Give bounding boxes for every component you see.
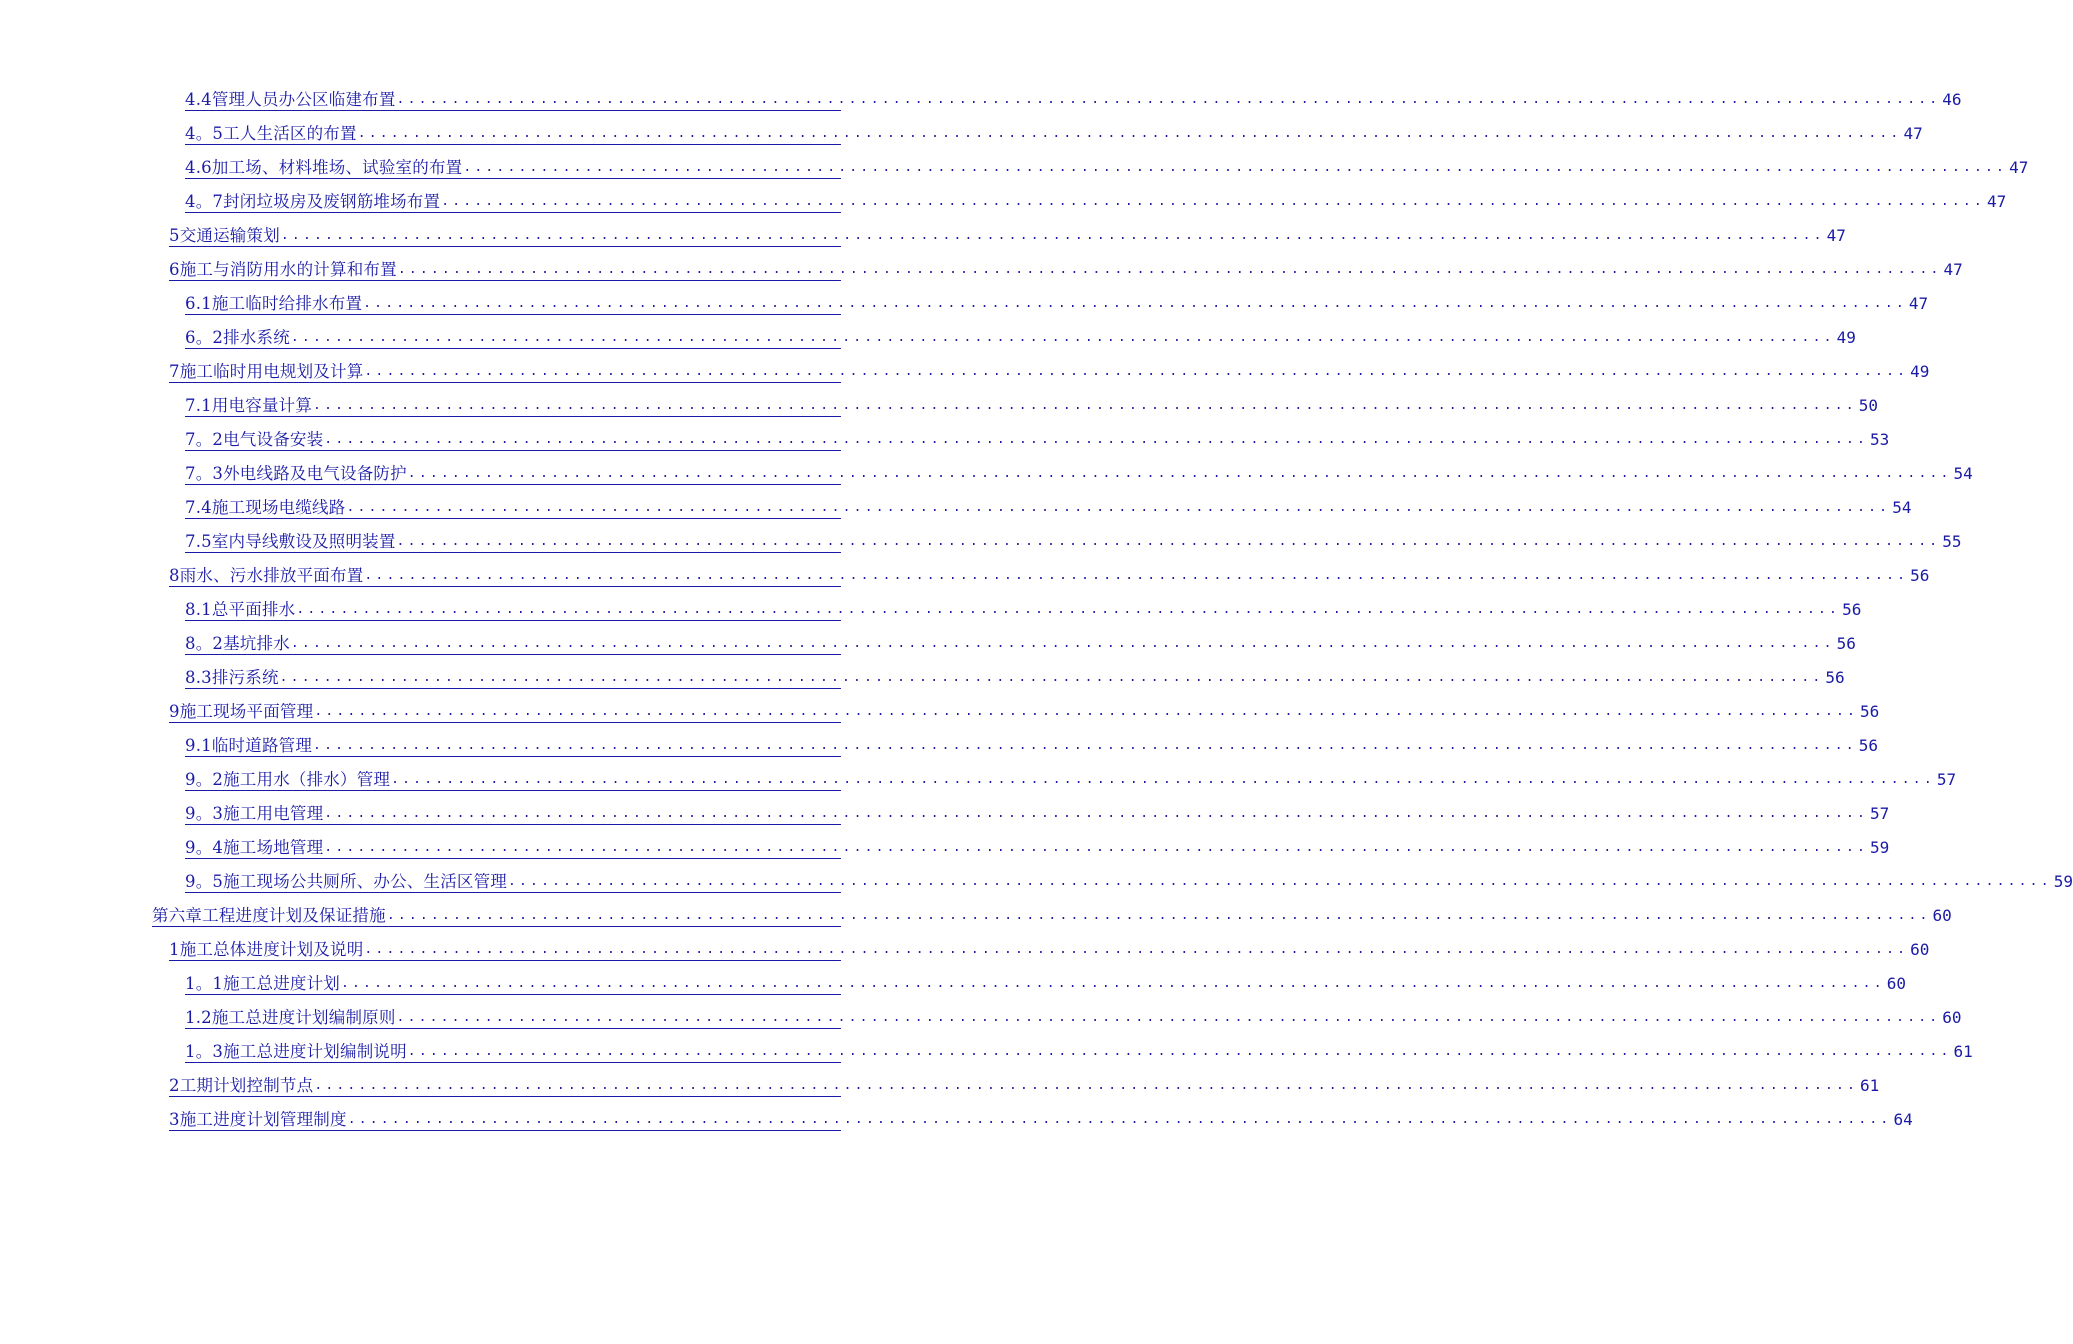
toc-entry[interactable] bbox=[0, 424, 1890, 458]
toc-dot-leader: ............................................................................................................................................ bbox=[279, 670, 1824, 685]
toc-entry-title: 8.1总平面排水 bbox=[185, 600, 296, 619]
toc-dot-leader: ............................................................................................................................................ bbox=[313, 398, 1857, 413]
toc-dot-leader: ............................................................................................................................................ bbox=[396, 92, 1941, 107]
toc-entry-title: 1。3施工总进度计划编制说明 bbox=[185, 1042, 407, 1061]
toc-entry[interactable] bbox=[0, 356, 1930, 390]
toc-entry-title: 3施工进度计划管理制度 bbox=[169, 1110, 347, 1129]
toc-entry[interactable] bbox=[0, 1070, 1880, 1104]
toc-entry[interactable] bbox=[0, 832, 1890, 866]
toc-entry-page-number: 60 bbox=[1910, 940, 1930, 959]
toc-dot-leader: ............................................................................................................................................ bbox=[407, 466, 1952, 481]
toc-entry-page-number: 47 bbox=[1826, 226, 1846, 245]
toc-entry[interactable] bbox=[0, 288, 1929, 322]
toc-entry[interactable] bbox=[0, 492, 1912, 526]
toc-dot-leader: ............................................................................................................................................ bbox=[386, 908, 1931, 923]
toc-dot-leader: ............................................................................................................................................ bbox=[324, 840, 1869, 855]
toc-entry-link[interactable] bbox=[185, 326, 1856, 349]
toc-entry[interactable] bbox=[0, 322, 1856, 356]
toc-entry-link[interactable] bbox=[169, 938, 1930, 961]
toc-dot-leader: ............................................................................................................................................ bbox=[296, 602, 1841, 617]
toc-entry-page-number: 59 bbox=[2053, 872, 2073, 891]
toc-entry[interactable] bbox=[0, 220, 1846, 254]
toc-dot-leader: ............................................................................................................................................ bbox=[463, 160, 2008, 175]
toc-entry-title: 5交通运输策划 bbox=[169, 226, 280, 245]
toc-entry[interactable] bbox=[0, 118, 1923, 152]
toc-entry-title: 6。2排水系统 bbox=[185, 328, 290, 347]
toc-entry[interactable] bbox=[0, 560, 1930, 594]
toc-entry-title: 4。7封闭垃圾房及废钢筋堆场布置 bbox=[185, 192, 441, 211]
toc-dot-leader: ............................................................................................................................................ bbox=[313, 738, 1857, 753]
toc-entry-title: 1。1施工总进度计划 bbox=[185, 974, 340, 993]
toc-dot-leader: ............................................................................................................................................ bbox=[364, 364, 1909, 379]
toc-entry-link[interactable] bbox=[152, 904, 1952, 927]
toc-entry-page-number: 47 bbox=[1908, 294, 1929, 313]
toc-dot-leader: ............................................................................................................................................ bbox=[324, 806, 1869, 821]
toc-dot-leader: ............................................................................................................................................ bbox=[290, 636, 1835, 651]
toc-entry-link[interactable] bbox=[185, 632, 1856, 655]
toc-entry-link[interactable] bbox=[185, 734, 1879, 757]
toc-entry[interactable] bbox=[0, 390, 1879, 424]
toc-entry-link[interactable] bbox=[185, 768, 1957, 791]
toc-dot-leader: ............................................................................................................................................ bbox=[314, 1078, 1859, 1093]
toc-entry[interactable] bbox=[0, 526, 1962, 560]
toc-entry-link[interactable] bbox=[185, 156, 2029, 179]
toc-entry-link[interactable] bbox=[169, 224, 1846, 247]
toc-entry[interactable] bbox=[0, 594, 1862, 628]
toc-entry-title: 9。5施工现场公共厕所、办公、生活区管理 bbox=[185, 872, 507, 891]
toc-entry-link[interactable] bbox=[185, 462, 1973, 485]
toc-entry-link[interactable] bbox=[185, 598, 1862, 621]
toc-entry[interactable] bbox=[0, 186, 2007, 220]
toc-dot-leader: ............................................................................................................................................ bbox=[346, 500, 1891, 515]
toc-entry-page-number: 57 bbox=[1936, 770, 1957, 789]
toc-entry-link[interactable] bbox=[169, 700, 1880, 723]
toc-entry-title: 6.1施工临时给排水布置 bbox=[185, 294, 363, 313]
toc-entry-page-number: 64 bbox=[1893, 1110, 1913, 1129]
toc-entry-page-number: 47 bbox=[2009, 158, 2029, 177]
toc-entry-link[interactable] bbox=[185, 666, 1845, 689]
toc-entry-link[interactable] bbox=[185, 122, 1923, 145]
toc-entry-title: 6施工与消防用水的计算和布置 bbox=[169, 260, 397, 279]
toc-entry-title: 4.4管理人员办公区临建布置 bbox=[185, 90, 396, 109]
toc-entry-page-number: 59 bbox=[1870, 838, 1890, 857]
toc-entry[interactable] bbox=[0, 152, 2029, 186]
toc-entry-link[interactable] bbox=[169, 1108, 1913, 1131]
toc-entry[interactable] bbox=[0, 900, 1952, 934]
toc-dot-leader: ............................................................................................................................................ bbox=[364, 942, 1909, 957]
toc-entry-link[interactable] bbox=[185, 836, 1890, 859]
toc-entry-link[interactable] bbox=[185, 1040, 1973, 1063]
toc-entry-title: 8雨水、污水排放平面布置 bbox=[169, 566, 364, 585]
toc-entry-page-number: 55 bbox=[1942, 532, 1962, 551]
toc-dot-leader: ............................................................................................................................................ bbox=[508, 874, 2052, 889]
toc-dot-leader: ............................................................................................................................................ bbox=[397, 262, 1942, 277]
toc-entry[interactable] bbox=[0, 934, 1930, 968]
toc-entry-title: 7。3外电线路及电气设备防护 bbox=[185, 464, 407, 483]
toc-entry[interactable] bbox=[0, 628, 1856, 662]
toc-entry-title: 9。4施工场地管理 bbox=[185, 838, 324, 857]
toc-entry[interactable] bbox=[0, 1036, 1973, 1070]
toc-entry-page-number: 50 bbox=[1858, 396, 1879, 415]
toc-entry-title: 2工期计划控制节点 bbox=[169, 1076, 314, 1095]
toc-entry-title: 9.1临时道路管理 bbox=[185, 736, 313, 755]
toc-entry-page-number: 49 bbox=[1836, 328, 1856, 347]
toc-dot-leader: ............................................................................................................................................ bbox=[347, 1112, 1892, 1127]
toc-dot-leader: ............................................................................................................................................ bbox=[324, 432, 1869, 447]
toc-entry-page-number: 56 bbox=[1825, 668, 1845, 687]
toc-entry-title: 7.1用电容量计算 bbox=[185, 396, 313, 415]
toc-entry[interactable] bbox=[0, 662, 1845, 696]
toc-entry[interactable] bbox=[0, 1104, 1913, 1138]
toc-entry-title: 7施工临时用电规划及计算 bbox=[169, 362, 364, 381]
toc-entry-page-number: 61 bbox=[1953, 1042, 1973, 1061]
toc-entry-title: 9。2施工用水（排水）管理 bbox=[185, 770, 391, 789]
toc-entry[interactable] bbox=[0, 968, 1906, 1002]
toc-entry-page-number: 49 bbox=[1910, 362, 1930, 381]
toc-entry-link[interactable] bbox=[185, 802, 1890, 825]
toc-dot-leader: ............................................................................................................................................ bbox=[391, 772, 1935, 787]
toc-dot-leader: ............................................................................................................................................ bbox=[364, 568, 1909, 583]
toc-entry-title: 7.4施工现场电缆线路 bbox=[185, 498, 346, 517]
toc-entry-title: 7.5室内导线敷设及照明装置 bbox=[185, 532, 396, 551]
toc-entry-link[interactable] bbox=[185, 530, 1962, 553]
toc-entry[interactable] bbox=[0, 866, 2073, 900]
toc-entry-page-number: 54 bbox=[1892, 498, 1912, 517]
toc-entry-page-number: 53 bbox=[1870, 430, 1890, 449]
toc-entry-link[interactable] bbox=[185, 292, 1929, 315]
toc-dot-leader: ............................................................................................................................................ bbox=[280, 228, 1825, 243]
toc-entry[interactable] bbox=[0, 764, 1957, 798]
toc-entry-link[interactable] bbox=[185, 870, 2073, 893]
toc-entry-link[interactable] bbox=[185, 428, 1890, 451]
toc-entry-link[interactable] bbox=[169, 258, 1963, 281]
toc-entry-link[interactable] bbox=[185, 972, 1906, 995]
toc-entry-page-number: 47 bbox=[1943, 260, 1963, 279]
toc-entry-title: 8.3排污系统 bbox=[185, 668, 279, 687]
toc-entry-page-number: 56 bbox=[1842, 600, 1862, 619]
table-of-contents bbox=[0, 84, 2073, 1138]
toc-entry-title: 8。2基坑排水 bbox=[185, 634, 290, 653]
toc-entry-title: 9施工现场平面管理 bbox=[169, 702, 314, 721]
toc-entry-link[interactable] bbox=[169, 564, 1930, 587]
toc-entry-title: 7。2电气设备安装 bbox=[185, 430, 324, 449]
toc-entry-title: 1施工总体进度计划及说明 bbox=[169, 940, 364, 959]
toc-entry-page-number: 56 bbox=[1910, 566, 1930, 585]
toc-entry[interactable] bbox=[0, 254, 1963, 288]
toc-entry-page-number: 60 bbox=[1932, 906, 1952, 925]
toc-entry-link[interactable] bbox=[169, 1074, 1880, 1097]
toc-entry-link[interactable] bbox=[185, 88, 1962, 111]
toc-entry-page-number: 47 bbox=[1903, 124, 1923, 143]
toc-entry-page-number: 60 bbox=[1942, 1008, 1962, 1027]
toc-entry-page-number: 57 bbox=[1870, 804, 1890, 823]
toc-entry-title: 第六章工程进度计划及保证措施 bbox=[152, 906, 386, 925]
toc-dot-leader: ............................................................................................................................................ bbox=[290, 330, 1835, 345]
toc-entry-page-number: 56 bbox=[1860, 702, 1880, 721]
toc-entry-page-number: 61 bbox=[1860, 1076, 1880, 1095]
toc-entry-page-number: 56 bbox=[1836, 634, 1856, 653]
toc-entry-page-number: 60 bbox=[1886, 974, 1906, 993]
toc-entry-title: 9。3施工用电管理 bbox=[185, 804, 324, 823]
toc-dot-leader: ............................................................................................................................................ bbox=[441, 194, 1985, 209]
toc-entry-link[interactable] bbox=[169, 360, 1930, 383]
toc-entry[interactable] bbox=[0, 1002, 1962, 1036]
toc-dot-leader: ............................................................................................................................................ bbox=[407, 1044, 1952, 1059]
toc-entry-title: 1.2施工总进度计划编制原则 bbox=[185, 1008, 396, 1027]
toc-entry-page-number: 46 bbox=[1942, 90, 1962, 109]
toc-entry-link[interactable] bbox=[185, 394, 1879, 417]
toc-entry-page-number: 54 bbox=[1953, 464, 1973, 483]
toc-dot-leader: ............................................................................................................................................ bbox=[341, 976, 1885, 991]
toc-entry-title: 4.6加工场、材料堆场、试验室的布置 bbox=[185, 158, 463, 177]
toc-entry[interactable] bbox=[0, 696, 1880, 730]
toc-dot-leader: ............................................................................................................................................ bbox=[396, 1010, 1941, 1025]
toc-entry-link[interactable] bbox=[185, 1006, 1962, 1029]
toc-entry-link[interactable] bbox=[185, 190, 2007, 213]
toc-dot-leader: ............................................................................................................................................ bbox=[314, 704, 1859, 719]
toc-entry[interactable] bbox=[0, 84, 1962, 118]
toc-entry-title: 4。5工人生活区的布置 bbox=[185, 124, 357, 143]
toc-entry[interactable] bbox=[0, 798, 1890, 832]
toc-entry-page-number: 47 bbox=[1986, 192, 2007, 211]
toc-entry-page-number: 56 bbox=[1858, 736, 1879, 755]
toc-entry-link[interactable] bbox=[185, 496, 1912, 519]
toc-entry[interactable] bbox=[0, 458, 1973, 492]
toc-dot-leader: ............................................................................................................................................ bbox=[396, 534, 1941, 549]
toc-entry[interactable] bbox=[0, 730, 1879, 764]
toc-dot-leader: ............................................................................................................................................ bbox=[357, 126, 1902, 141]
toc-dot-leader: ............................................................................................................................................ bbox=[363, 296, 1907, 311]
